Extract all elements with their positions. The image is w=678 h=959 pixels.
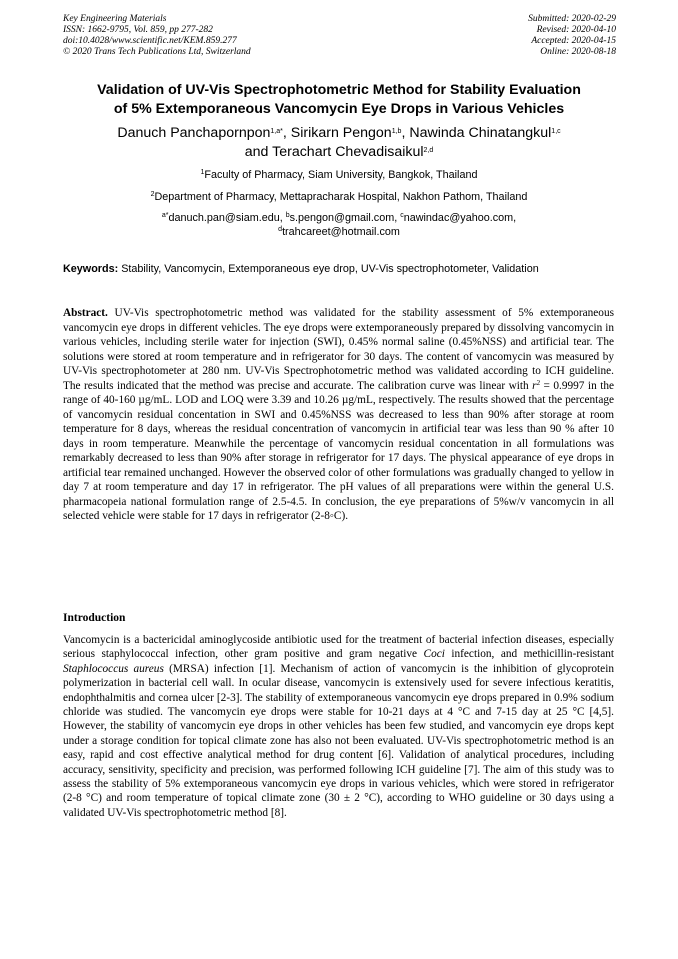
author-line-1 [40, 124, 638, 143]
abstract-label: Abstract. [63, 307, 108, 319]
submitted-date: Submitted: 2020-02-29 [528, 14, 616, 24]
keywords-label: Keywords: [63, 263, 119, 275]
affiliation-number: 2 [150, 191, 155, 198]
author-name: Sirikarn Pengon [290, 125, 392, 141]
email-list [40, 211, 638, 239]
intro-italic: Coci [423, 648, 445, 661]
journal-header-left [63, 14, 251, 58]
affiliation-1 [40, 169, 638, 182]
intro-italic: Staphlococcus aureus [63, 662, 164, 675]
author-name: Nawinda Chinatangkul [409, 125, 552, 141]
email-line-1 [40, 211, 638, 225]
author-separator: , [282, 125, 291, 141]
email-address[interactable]: danuch.pan@siam.edu, [168, 212, 286, 224]
title-line-2: of 5% Extemporaneous Vancomycin Eye Drops in Various Vehicles [113, 100, 565, 117]
author-conjunction: and [244, 144, 273, 160]
affiliation-text: Faculty of Pharmacy, Siam University, Bangkok, Thailand [204, 169, 478, 181]
accepted-date: Accepted: 2020-04-15 [531, 36, 616, 46]
author-name: Danuch Panchapornpon [117, 125, 271, 141]
author-affiliation-mark: 1,c [551, 128, 561, 135]
intro-text: infection, and methicillin-resistant [444, 648, 614, 661]
intro-text: Vancomycin is a bactericidal aminoglycoside antibiotic used for the treatment of bacterial infection diseases, especially serious staphylococcal infection, other gram positive and gram negative [63, 634, 614, 661]
r-exponent: 2 [536, 378, 541, 387]
author-affiliation-mark: 1,a* [270, 128, 283, 135]
affiliation-number: 1 [200, 169, 205, 176]
email-address[interactable]: nawindac@yahoo.com, [403, 212, 517, 224]
affiliation-2 [40, 191, 638, 204]
author-affiliation-mark: 1,b [391, 128, 402, 135]
online-date: Online: 2020-08-18 [540, 47, 616, 57]
author-affiliation-mark: 2,d [423, 147, 434, 154]
affiliation-text: Department of Pharmacy, Mettapracharak Hospital, Nakhon Pathom, Thailand [154, 191, 528, 203]
doi: doi:10.4028/www.scientific.net/KEM.859.277 [63, 36, 237, 46]
r-variable: r [532, 379, 537, 392]
email-mark: a* [161, 212, 169, 219]
abstract-text: UV-Vis spectrophotometric method was validated for the stability assessment of 5% extemporaneous vancomycin eye drops in different vehicles. The eye drops were extemporaneously prepared by dissolving vancomycin in various vehicles, including sterile water for injection (SWI), 0.45% normal saline (0.45%NSS) and artificial tear. The solutions were stored at room temperature and in refrigerator for 30 days. The content of vancomycin was measured by UV-Vis spectrophotometer at 280 nm. UV-Vis Spectrophotometric method was validated according to ICH guideline. The results indicated that the method was precise and accurate. The calibration curve was linear with [63, 307, 614, 392]
introduction-body [63, 633, 614, 820]
journal-name: Key Engineering Materials [63, 14, 167, 24]
intro-text: (MRSA) infection [1]. Mechanism of action of vancomycin is the inhibition of glycoprotein polymerization in bacterial cell wall. In ocular disease, vancomycin is extensively used for severe infectious keratitis, endophthalmitis and cornea ulcer [2-3]. The stability of extemporaneous vancomycin eye drops prepared in 0.9% sodium chloride was studied. The vancomycin eye drops were stable for 10-21 days at 4 °C and 7-15 day at 25 °C [4,5]. However, the stability of vancomycin eye drops in other vehicles has been few studied, and vancomycin eye drops kept under a storage condition for topical climate zone has also not been evaluated. UV-Vis spectrophotometric method is an easy, rapid and cost effective analytical method for drug content [6]. Validation of analytical procedures, including accuracy, sensitivity, specificity and precision, was performed following ICH guideline [7]. The aim of this study was to assess the stability of 5% extemporaneous vancomycin eye drops in various vehicles, which were stored in refrigerator (2-8 °C) and room temperature of topical climate zone (30 ± 2 °C), according to WHO guideline or 30 days using a validated UV-Vis spectrophotometric method [8]. [63, 662, 614, 819]
keywords-text: Stability, Vancomycin, Extemporaneous eye drop, UV-Vis spectrophotometer, Validation [118, 263, 539, 275]
email-address[interactable]: trahcareet@hotmail.com [282, 226, 400, 238]
introduction-heading: Introduction [63, 612, 126, 624]
email-mark: b [285, 212, 290, 219]
issn: ISSN: 1662-9795, Vol. 859, pp 277-282 [63, 25, 213, 35]
author-list [40, 124, 638, 162]
journal-header-right [528, 14, 616, 58]
email-mark: c [400, 212, 404, 219]
paper-title [40, 81, 638, 118]
author-line-2 [40, 143, 638, 162]
email-address[interactable]: s.pengon@gmail.com, [289, 212, 401, 224]
email-line-2 [40, 225, 638, 239]
keywords [63, 262, 614, 276]
email-mark: d [278, 226, 283, 233]
title-line-1: Validation of UV-Vis Spectrophotometric Method for Stability Evaluation [97, 82, 581, 98]
copyright: © 2020 Trans Tech Publications Ltd, Switzerland [63, 47, 251, 57]
revised-date: Revised: 2020-04-10 [536, 25, 616, 35]
author-name: Terachart Chevadisaikul [272, 144, 424, 160]
abstract-text-cont: = 0.9997 in the range of 40-160 µg/mL. LOD and LOQ were 3.39 and 10.26 µg/mL, respectively. The results showed that the percentage of vancomycin residual concentation in SWI and 0.45%NSS was decreased to less than 90% after storage at room temperature for 8 days, whereas the residual concentration of vancomycin in artificial tear was less than 90 % after 10 days in room temperature. Meanwhile the percentage of vancomycin residual concentation in all formulations was remarkably decreased to less than 90% after storage in refrigerator for 17 days. The physical appearance of eye drops in artificial tear remained unchanged. However the observed color of other formulations was gradually changed to yellow in day 7 at room temperature and day 17 in refrigerator. The pH values of all preparations were within the general U.S. pharmacopeia national formulation range of 2.5-4.5. In conclusion, the eye preparations of 5%w/v vancomycin in all selected vehicle were stable for 17 days in refrigerator (2-8◦C). [63, 379, 614, 522]
author-separator: , [401, 125, 410, 141]
abstract [63, 306, 614, 524]
